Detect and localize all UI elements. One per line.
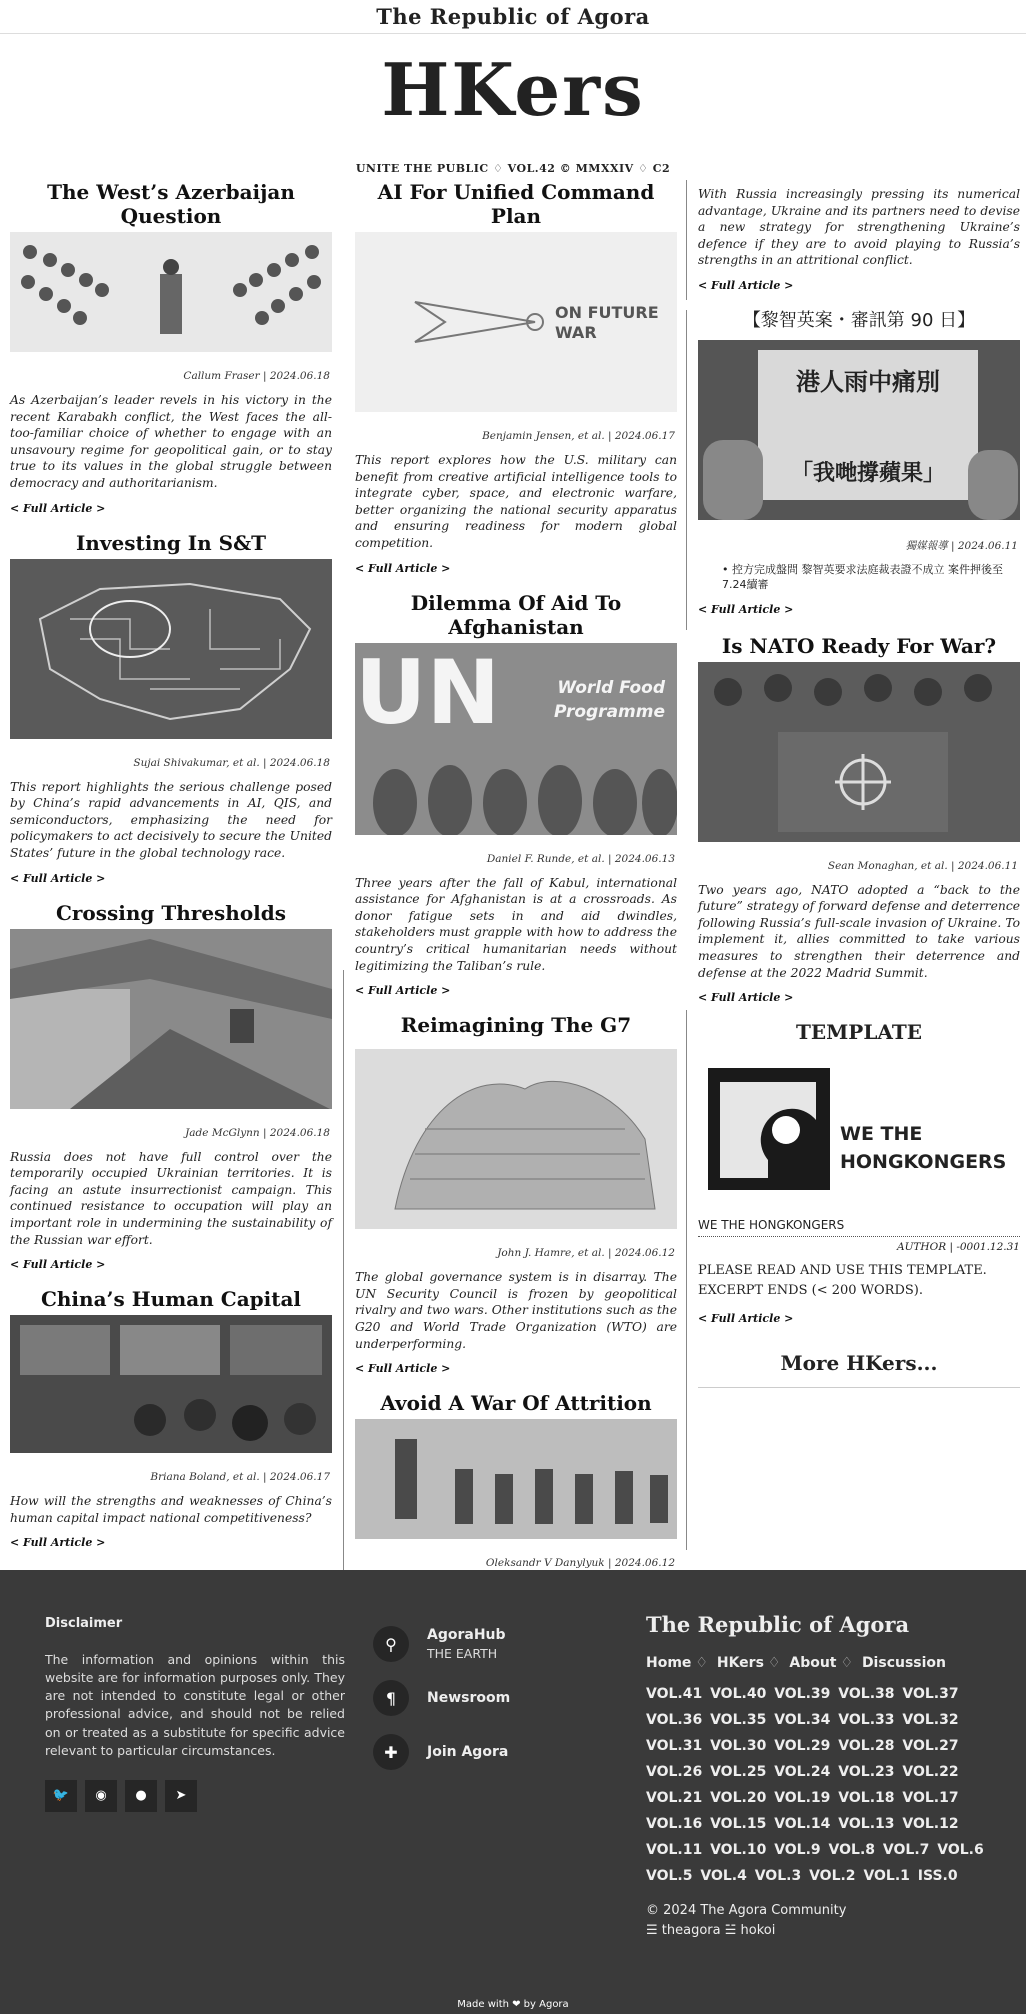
- article-byline: Callum Fraser | 2024.06.18: [183, 370, 330, 382]
- volume-link[interactable]: VOL.41: [646, 1686, 703, 1702]
- article-byline: Benjamin Jensen, et al. | 2024.06.17: [482, 430, 675, 442]
- full-article-link[interactable]: < Full Article >: [355, 561, 451, 575]
- we-the-hongkongers-logo: [698, 1060, 1020, 1200]
- volume-link[interactable]: VOL.33: [838, 1712, 895, 1728]
- article-card: [698, 186, 1020, 292]
- join-agora-link[interactable]: [373, 1734, 510, 1770]
- link-label: Join Agora: [427, 1744, 509, 1760]
- article-byline: 獨媒報導 | 2024.06.11: [905, 539, 1018, 552]
- volume-link[interactable]: VOL.28: [838, 1738, 895, 1754]
- nav-home[interactable]: Home: [646, 1655, 692, 1671]
- building-image: [355, 1049, 677, 1229]
- article-card: [355, 591, 677, 998]
- link-label: Newsroom: [427, 1690, 511, 1706]
- made-with-credit: Made with ❤ by Agora: [457, 1999, 569, 2010]
- article-image[interactable]: [10, 1315, 332, 1453]
- article-bullet: • 控方完成盤問 黎智英要求法庭裁表證不成立 案件押後至7.24續審: [722, 562, 1003, 591]
- column-divider: [686, 1010, 687, 1550]
- volume-link[interactable]: VOL.5: [646, 1868, 693, 1884]
- volume-list: [646, 1681, 986, 1889]
- article-title[interactable]: Investing In S&T: [75, 530, 267, 555]
- logo-text: HONGKONGERS: [840, 1151, 1007, 1174]
- volume-link[interactable]: VOL.22: [902, 1764, 959, 1780]
- newspaper-headline: 港人雨中痛別: [796, 367, 940, 396]
- volume-link[interactable]: VOL.29: [774, 1738, 831, 1754]
- future-war-text: WAR: [555, 323, 597, 342]
- footer-links: [373, 1626, 510, 1788]
- article-byline: Oleksandr V Danylyuk | 2024.06.12: [485, 1557, 675, 1570]
- volume-link[interactable]: VOL.34: [774, 1712, 831, 1728]
- nav-about[interactable]: About: [789, 1655, 837, 1671]
- template-title[interactable]: TEMPLATE: [796, 1020, 922, 1045]
- map-marker-icon: ⚲: [373, 1626, 409, 1662]
- volume-link[interactable]: VOL.23: [838, 1764, 895, 1780]
- volume-link[interactable]: VOL.3: [754, 1868, 802, 1884]
- control-room-image: [10, 1315, 332, 1453]
- disclaimer-title: Disclaimer: [45, 1616, 123, 1631]
- volume-link[interactable]: VOL.13: [838, 1816, 895, 1832]
- volume-link[interactable]: VOL.26: [646, 1764, 703, 1780]
- volume-link[interactable]: VOL.12: [902, 1816, 959, 1832]
- template-caption: WE THE HONGKONGERS: [698, 1218, 1020, 1237]
- social-links: [45, 1780, 345, 1812]
- full-article-link[interactable]: < Full Article >: [10, 1258, 106, 1272]
- volume-link[interactable]: VOL.17: [902, 1790, 959, 1806]
- article-title[interactable]: Crossing Thresholds: [55, 900, 287, 925]
- ruined-house-image: [10, 929, 332, 1109]
- disclaimer: [45, 1616, 345, 1812]
- article-image[interactable]: [355, 643, 677, 835]
- copyright: © 2024 The Agora Community: [646, 1903, 847, 1918]
- template-author: AUTHOR | -0001.12.31: [897, 1241, 1020, 1254]
- column-right: [698, 180, 1020, 1388]
- template-text: EXCERPT ENDS (< 200 WORDS).: [698, 1283, 923, 1299]
- article-title[interactable]: China’s Human Capital: [40, 1287, 302, 1312]
- article-byline: Jade McGlynn | 2024.06.18: [185, 1126, 330, 1139]
- full-article-link[interactable]: < Full Article >: [10, 1536, 106, 1550]
- article-title[interactable]: Avoid A War Of Attrition: [380, 1391, 652, 1416]
- column-center: [355, 180, 677, 1579]
- un-text: UN: [355, 642, 501, 744]
- article-title[interactable]: Dilemma Of Aid To Afghanistan: [410, 590, 622, 639]
- article-card: [698, 306, 1020, 616]
- article-card: [698, 634, 1020, 1005]
- column-divider: [686, 310, 687, 630]
- footer-site-title[interactable]: The Republic of Agora: [646, 1612, 910, 1637]
- volume-link[interactable]: VOL.31: [646, 1738, 703, 1754]
- volume-link[interactable]: VOL.18: [838, 1790, 895, 1806]
- article-image[interactable]: [698, 340, 1020, 520]
- article-byline: John J. Hamre, et al. | 2024.06.12: [497, 1247, 675, 1260]
- volume-link[interactable]: VOL.36: [646, 1712, 703, 1728]
- newsroom-link[interactable]: [373, 1680, 510, 1716]
- github-icon[interactable]: ◉: [85, 1780, 117, 1812]
- article-title[interactable]: AI For Unified Command Plan: [377, 180, 655, 228]
- full-article-link[interactable]: < Full Article >: [698, 1311, 794, 1325]
- article-summary: Two years ago, NATO adopted a “back to the future” strategy of forward defense and deterrence following Russia’s full-scale invasion of Ukraine. To implement it, allies committed to take various measures to strengthen their deterrence and defense at the 2022 Madrid Summit.: [698, 882, 1020, 980]
- twitter-icon[interactable]: 🐦: [45, 1780, 77, 1812]
- volume-link[interactable]: VOL.30: [710, 1738, 767, 1754]
- article-summary: Russia does not have full control over the temporarily occupied Ukrainian territories. It is facing an astute insurrectionist campaign. This continued resistance to occupation will play an important role in undermining the sustainability of the Russian war effort.: [10, 1149, 332, 1247]
- volume-link[interactable]: VOL.27: [902, 1738, 959, 1754]
- volume-link[interactable]: VOL.21: [646, 1790, 703, 1806]
- article-summary: Three years after the fall of Kabul, international assistance for Afghanistan is at a crossroads. As donor fatigue sets in and aid dwindles, stakeholders must grapple with how to address the country’s critical humanitarian needs without legitimizing the Taliban’s rule.: [355, 875, 677, 973]
- volume-link[interactable]: ISS.0: [917, 1868, 958, 1884]
- reddit-icon[interactable]: ●: [125, 1780, 157, 1812]
- template-image[interactable]: [698, 1060, 1020, 1200]
- article-image[interactable]: [10, 559, 332, 739]
- volume-link[interactable]: VOL.25: [710, 1764, 767, 1780]
- link-sub: THE EARTH: [427, 1646, 498, 1661]
- newspaper-protest-image: [698, 340, 1020, 520]
- full-article-link[interactable]: < Full Article >: [698, 991, 794, 1005]
- volume-link[interactable]: VOL.35: [710, 1712, 767, 1728]
- article-card: [10, 901, 332, 1272]
- telegram-icon[interactable]: ➤: [165, 1780, 197, 1812]
- article-summary: How will the strengths and weaknesses of China’s human capital impact national competitiveness?: [10, 1494, 332, 1525]
- volume-link[interactable]: VOL.24: [774, 1764, 831, 1780]
- article-card: [10, 531, 332, 885]
- article-summary: With Russia increasingly pressing its numerical advantage, Ukraine and its partners need to devise a new strategy for strengthening Ukraine’s defence if they are to avoid playing to Russia’s strengths in an attritional conflict.: [698, 187, 1020, 268]
- volume-link[interactable]: VOL.38: [838, 1686, 895, 1702]
- volume-link[interactable]: VOL.1: [863, 1868, 910, 1884]
- article-summary: This report explores how the U.S. military can benefit from creative artificial intelligence tools to integrate cyber, space, and electronic warfare, better organizing the national security apparatus and ensuring readiness for modern global competition.: [355, 453, 677, 550]
- volume-link[interactable]: VOL.16: [646, 1816, 703, 1832]
- volume-link[interactable]: VOL.32: [902, 1712, 959, 1728]
- article-byline: Sujai Shivakumar, et al. | 2024.06.18: [133, 756, 330, 769]
- full-article-link[interactable]: < Full Article >: [698, 602, 794, 616]
- article-byline: Daniel F. Runde, et al. | 2024.06.13: [486, 852, 675, 865]
- un-aid-image: [355, 643, 677, 835]
- article-summary: This report highlights the serious challenge posed by China’s rapid advancements in AI, QIS, and semiconductors, emphasizing the need for policymakers to act decisively to secure the United States’ future in the global technology race.: [10, 779, 332, 860]
- article-byline: Briana Boland, et al. | 2024.06.17: [150, 1471, 330, 1484]
- soldier-image: [10, 232, 332, 352]
- template-text: PLEASE READ AND USE THIS TEMPLATE.: [698, 1263, 987, 1279]
- article-title[interactable]: Is NATO Ready For War?: [721, 633, 997, 658]
- volume-link[interactable]: VOL.20: [710, 1790, 767, 1806]
- article-image[interactable]: [10, 232, 332, 352]
- volume-link[interactable]: VOL.9: [774, 1842, 821, 1858]
- article-card: [355, 1391, 677, 1569]
- article-summary: As Azerbaijan’s leader revels in his victory in the recent Karabakh conflict, the West faces the all-too-familiar choice of whether to engage with an unsavoury regime for geopolitical gain, or to stay true to its values in the global struggle between democracy and authoritarianism.: [10, 393, 332, 490]
- nav-discussion[interactable]: Discussion: [861, 1655, 947, 1671]
- topbar: [0, 0, 1026, 34]
- article-title[interactable]: The West’s Azerbaijan Question: [47, 180, 295, 228]
- article-card: [10, 1287, 332, 1549]
- newspaper-headline: 「我哋撐蘋果」: [790, 460, 946, 486]
- more-hkers-link[interactable]: More HKers...: [698, 1351, 1020, 1388]
- template-card: [698, 1020, 1020, 1324]
- article-image[interactable]: [355, 1049, 677, 1229]
- full-article-link[interactable]: < Full Article >: [355, 984, 451, 998]
- volume-link[interactable]: VOL.40: [710, 1686, 767, 1702]
- volume-link[interactable]: VOL.2: [809, 1868, 856, 1884]
- wfp-text: World Food: [557, 677, 665, 698]
- link-label: AgoraHub: [427, 1627, 506, 1643]
- future-war-text: ON FUTURE: [555, 303, 659, 322]
- column-divider: [686, 180, 687, 300]
- volume-link[interactable]: VOL.8: [828, 1842, 876, 1858]
- full-article-link[interactable]: < Full Article >: [10, 871, 106, 885]
- article-summary: The global governance system is in disarray. The UN Security Council is frozen by geopolitical rivalry and two wars. Other institutions such as the G20 and World Trade Organization (WTO) are underperforming.: [355, 1270, 677, 1351]
- wfp-text: Programme: [554, 701, 665, 722]
- future-war-sketch-image: [355, 232, 677, 412]
- masthead-logo[interactable]: HKers: [381, 47, 645, 132]
- volume-link[interactable]: VOL.7: [882, 1842, 930, 1858]
- logo-text: WE THE: [840, 1123, 923, 1146]
- volume-link[interactable]: VOL.37: [902, 1686, 959, 1702]
- masthead: [0, 47, 1026, 175]
- puzzle-icon: ✚: [373, 1734, 409, 1770]
- masthead-tagline: UNITE THE PUBLIC ♢ VOL.42 © MMXXIV ♢ C2: [355, 162, 671, 175]
- nato-flag-image: [698, 662, 1020, 842]
- article-image[interactable]: [355, 1419, 677, 1539]
- article-card: [355, 180, 677, 575]
- agorahub-link[interactable]: [373, 1626, 510, 1662]
- volume-link[interactable]: VOL.4: [700, 1868, 747, 1884]
- volume-link[interactable]: VOL.14: [774, 1816, 831, 1832]
- pilcrow-icon: ¶: [373, 1680, 409, 1716]
- credits: ☰ theagora ☱ hokoi: [646, 1922, 776, 1938]
- volume-link[interactable]: VOL.19: [774, 1790, 831, 1806]
- article-card: [10, 180, 332, 515]
- article-card: [355, 1013, 677, 1375]
- article-image[interactable]: [698, 662, 1020, 842]
- circuit-eagle-image: [10, 559, 332, 739]
- footer-nav: Home ♢ HKers ♢ About ♢ Discussion: [646, 1655, 947, 1671]
- column-left: [10, 180, 332, 1559]
- article-title[interactable]: 【黎智英案・審訊第 90 日】: [742, 309, 976, 331]
- footer-navigation: [646, 1612, 986, 1940]
- volume-link[interactable]: VOL.10: [710, 1842, 767, 1858]
- article-image[interactable]: [10, 929, 332, 1109]
- site-title[interactable]: The Republic of Agora: [376, 4, 650, 29]
- disclaimer-text: The information and opinions within this website are for information purposes only. They are not intended to constitute legal or other professional advice, and should not be relied on or treated as a substitute for specific advice relevant to particular circumstances.: [45, 1652, 345, 1758]
- volume-link[interactable]: VOL.11: [646, 1842, 703, 1858]
- footer: [0, 1570, 1026, 2014]
- article-image[interactable]: [355, 232, 677, 412]
- full-article-link[interactable]: < Full Article >: [355, 1362, 451, 1376]
- soldiers-image: [355, 1419, 677, 1539]
- full-article-link[interactable]: < Full Article >: [698, 278, 794, 292]
- full-article-link[interactable]: < Full Article >: [10, 501, 106, 515]
- volume-link[interactable]: VOL.39: [774, 1686, 831, 1702]
- volume-link[interactable]: VOL.6: [937, 1842, 984, 1858]
- nav-hkers[interactable]: HKers: [716, 1655, 764, 1671]
- article-title[interactable]: Reimagining The G7: [400, 1013, 632, 1038]
- volume-link[interactable]: VOL.15: [710, 1816, 767, 1832]
- article-byline: Sean Monaghan, et al. | 2024.06.11: [827, 859, 1018, 872]
